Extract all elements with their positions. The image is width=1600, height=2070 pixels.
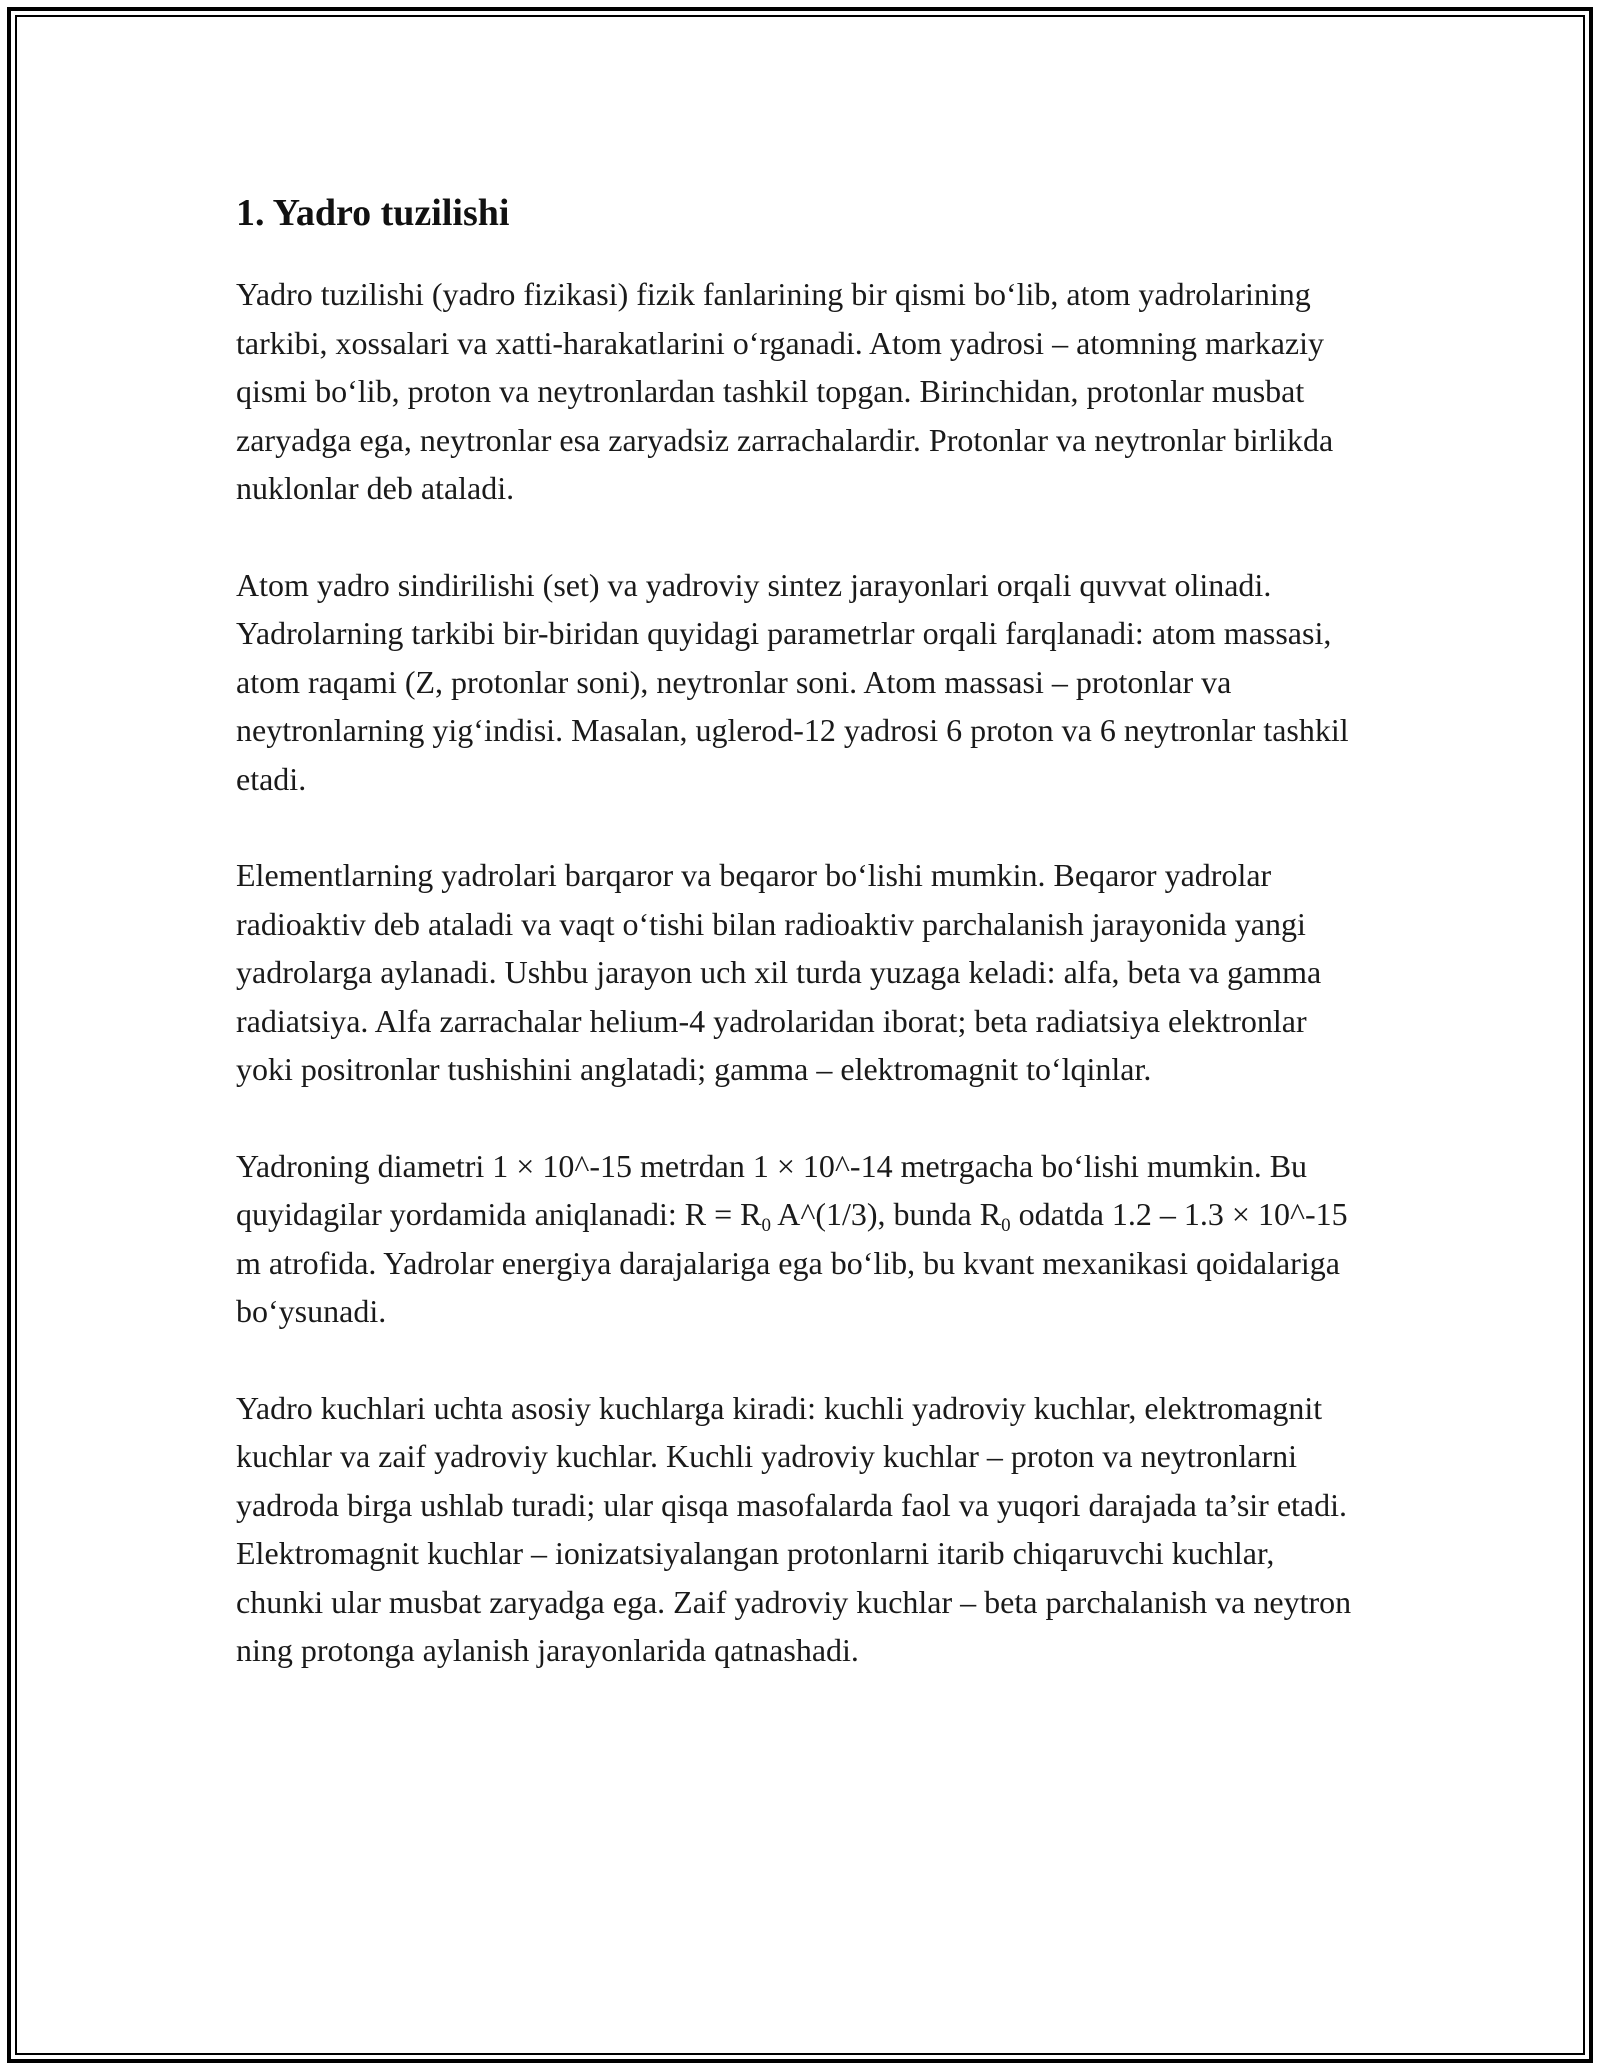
section-heading: 1. Yadro tuzilishi — [236, 192, 510, 234]
document-body — [236, 186, 1366, 1723]
paragraph-3: Elementlarning yadrolari barqaror va beqaror bo‘lishi mumkin. Beqaror yadrolar radioaktiv deb ataladi va vaqt o‘tishi bilan radioaktiv parchalanish jarayonida yangi yadrolarga aylanadi. Ushbu jarayon uch xil turda yuzaga keladi: alfa, beta va gamma radiatsiya. Alfa zarrachalar helium-4 yadrolaridan iborat; beta radiatsiya elektronlar yoki positronlar tushishini anglatadi; gamma – elektromagnit to‘lqinlar. — [236, 857, 1322, 1087]
subscript-zero: 0 — [761, 1215, 771, 1236]
subscript-zero: 0 — [1001, 1215, 1011, 1236]
paragraph-4 — [236, 1142, 1366, 1336]
paragraph-4-text-b: A^(1/3), bunda R — [770, 1196, 1002, 1232]
paragraph-4-text-c: odatda 1.2 – 1.3 × 10^-15 m atrofida. Yadrolar energiya darajalariga ega bo‘lib, bu kvant mexanikasi qoidalariga bo‘ysunadi. — [236, 1196, 1348, 1329]
paragraph-5: Yadro kuchlari uchta asosiy kuchlarga kiradi: kuchli yadroviy kuchlar, elektromagnit kuchlar va zaif yadroviy kuchlar. Kuchli yadroviy kuchlar – proton va neytronlarni yadroda birga ushlab turadi; ular qisqa masofalarda faol va yuqori darajada ta’sir etadi. Elektromagnit kuchlar – ionizatsiyalangan protonlarni itarib chiqaruvchi kuchlar, chunki ular musbat zaryadga ega. Zaif yadroviy kuchlar – beta parchalanish va neytron ning protonga aylanish jarayonlarida qatnashadi. — [236, 1389, 1352, 1668]
paragraph-2: Atom yadro sindirilishi (set) va yadroviy sintez jarayonlari orqali quvvat olinadi. Yadrolarning tarkibi bir-biridan quyidagi parametrlar orqali farqlanadi: atom massasi, atom raqami (Z, protonlar soni), neytronlar soni. Atom massasi – protonlar va neytronlarning yig‘indisi. Masalan, uglerod-12 yadrosi 6 proton va 6 neytronlar tashkil etadi. — [236, 566, 1349, 797]
paragraph-1: Yadro tuzilishi (yadro fizikasi) fizik fanlarining bir qismi bo‘lib, atom yadrolarining tarkibi, xossalari va xatti-harakatlarini o‘rganadi. Atom yadrosi – atomning markaziy qismi bo‘lib, proton va neytronlardan tashkil topgan. Birinchidan, protonlar musbat zaryadga ega, neytronlar esa zaryadsiz zarrachalardir. Protonlar va neytronlar birlikda nuklonlar deb ataladi. — [236, 276, 1334, 506]
paragraph-4-text-a: Yadroning diametri 1 × 10^-15 metrdan 1 × 10^-14 metrgacha bo‘lishi mumkin. Bu quyidagilar yordamida aniqlanadi: R = R — [236, 1147, 1308, 1232]
